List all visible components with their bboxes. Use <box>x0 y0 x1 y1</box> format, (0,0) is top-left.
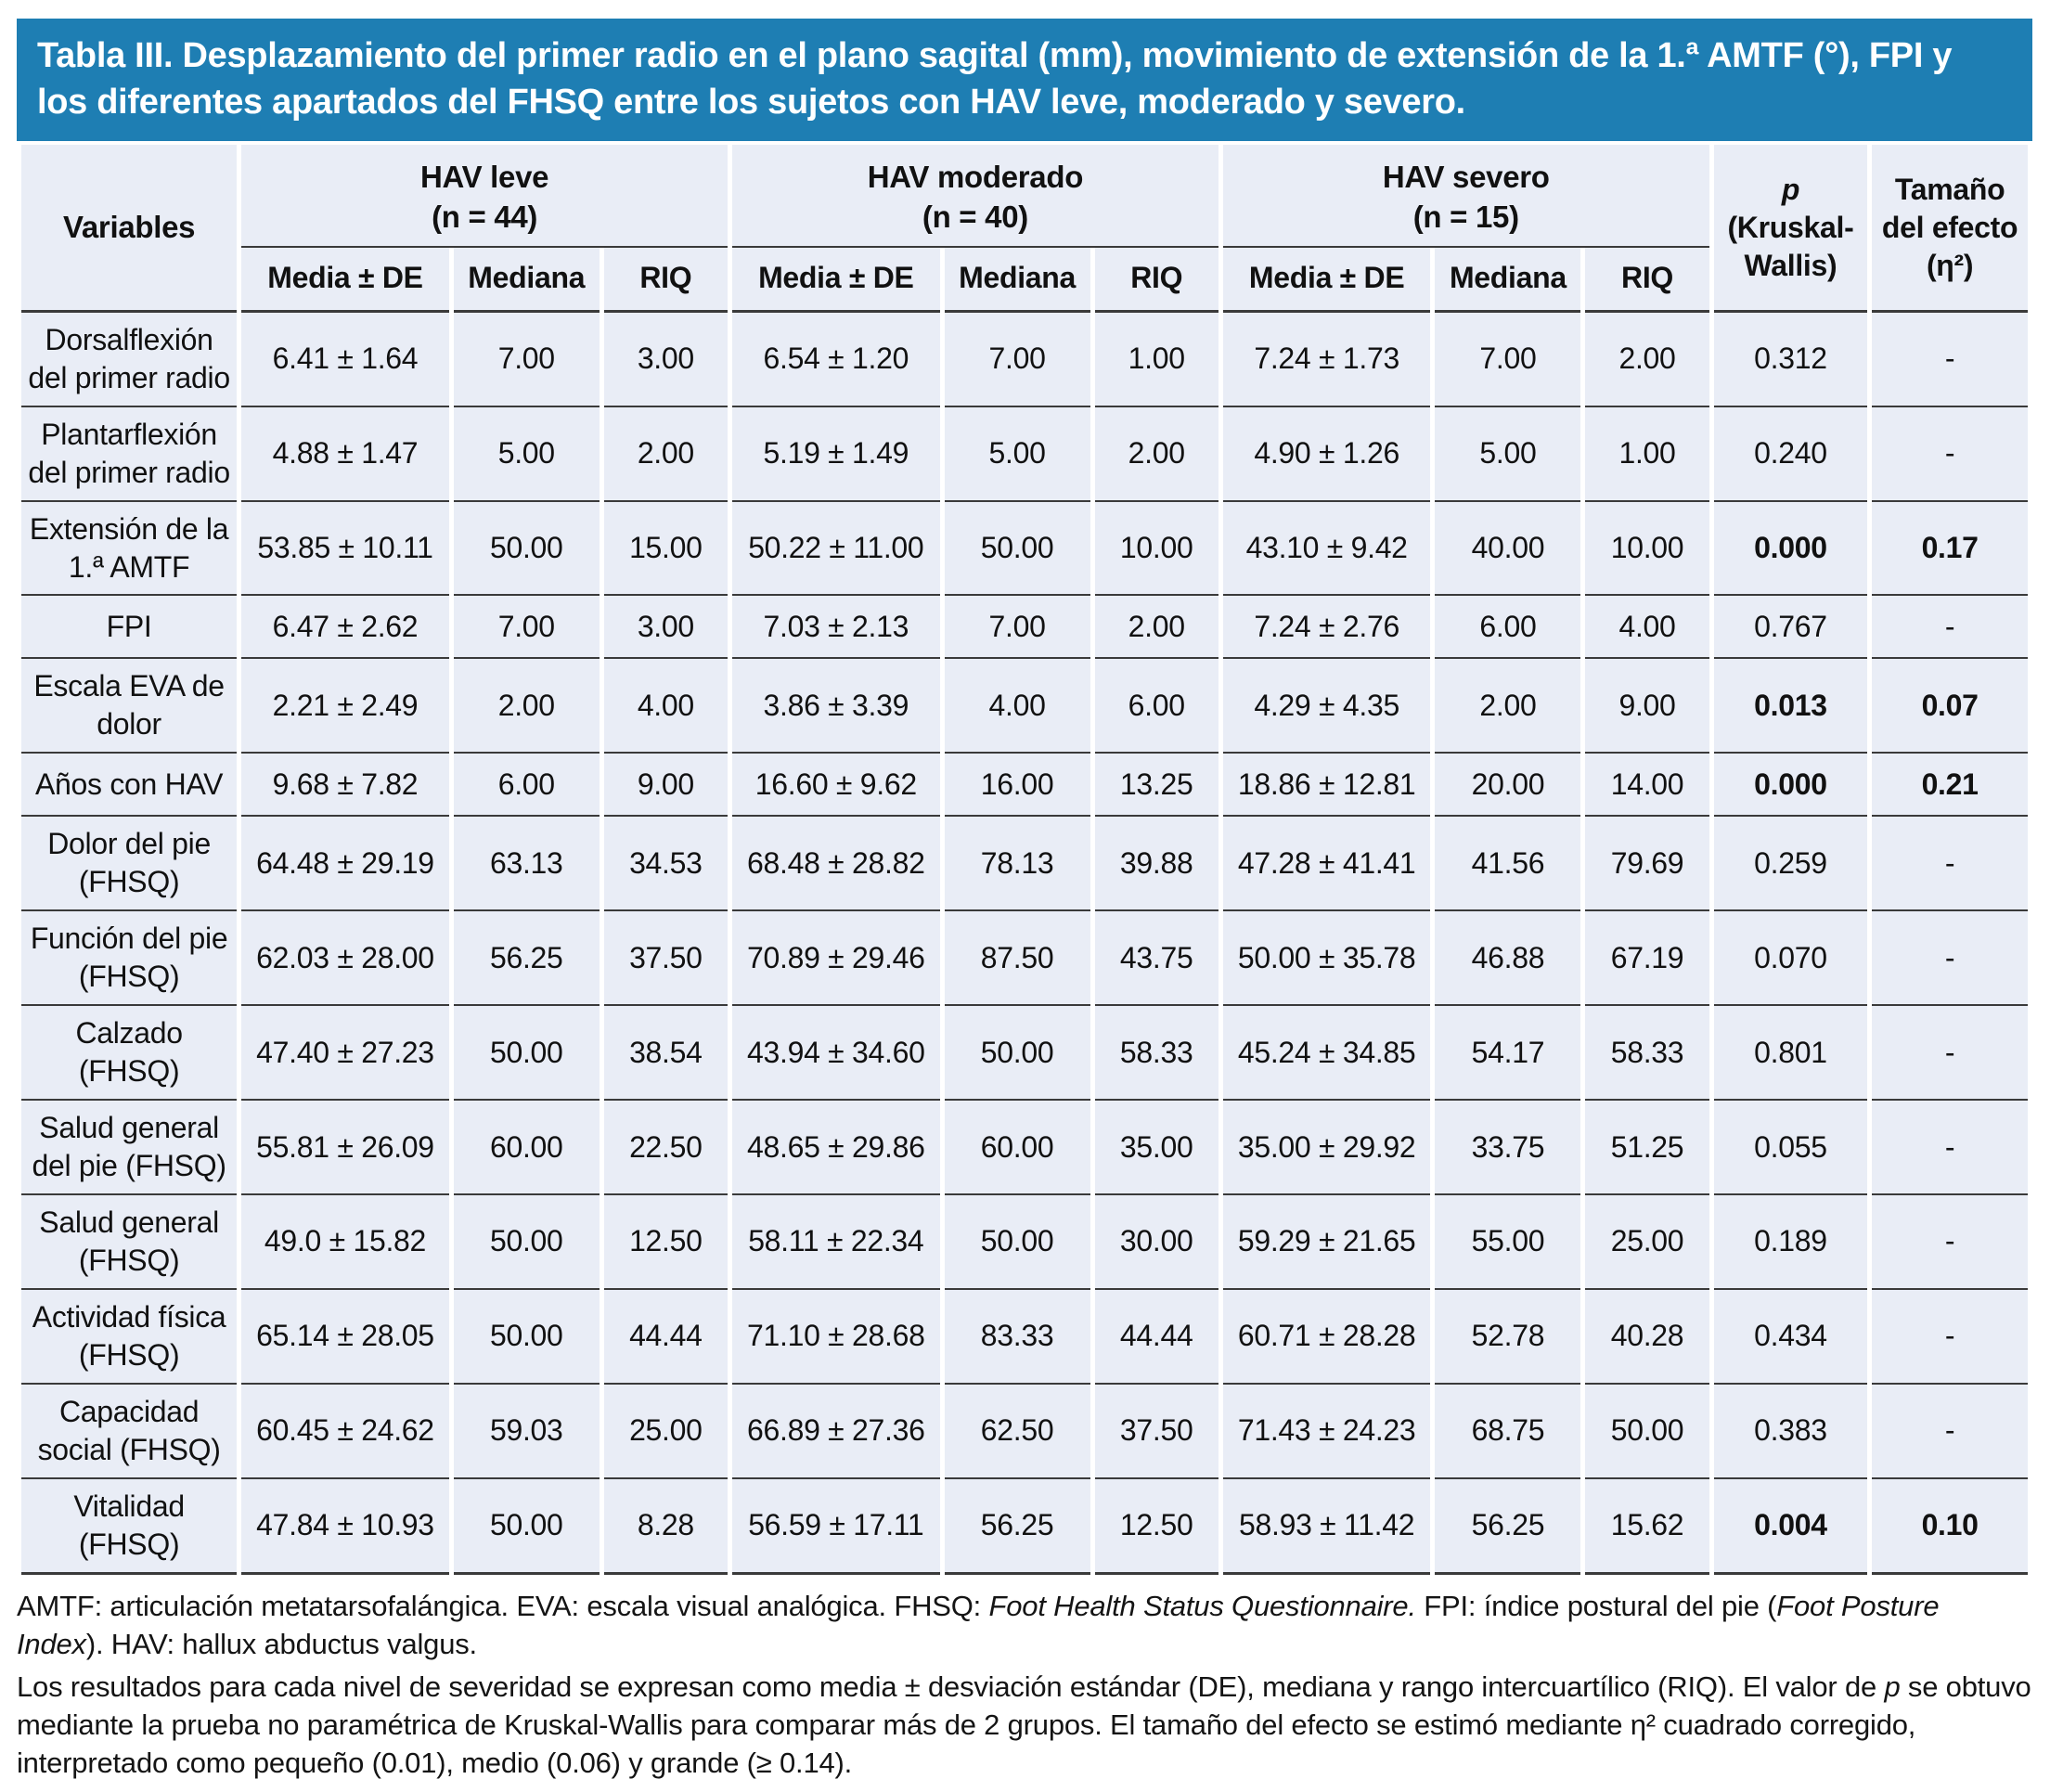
value-cell: 50.00 <box>454 1290 600 1385</box>
effect-size-cell: - <box>1872 407 2028 502</box>
variable-cell: Años con HAV <box>21 754 237 817</box>
value-cell: 37.50 <box>604 911 728 1006</box>
value-cell: 6.41 ± 1.64 <box>241 313 449 407</box>
value-cell: 4.90 ± 1.26 <box>1223 407 1431 502</box>
p-value-cell: 0.801 <box>1714 1006 1868 1101</box>
value-cell: 7.00 <box>945 596 1090 659</box>
subheader-mediana-severo: Mediana <box>1435 248 1580 313</box>
value-cell: 50.00 <box>945 1006 1090 1101</box>
p-value-cell: 0.767 <box>1714 596 1868 659</box>
value-cell: 50.00 ± 35.78 <box>1223 911 1431 1006</box>
table-row <box>21 407 2028 502</box>
value-cell: 8.28 <box>604 1479 728 1575</box>
value-cell: 44.44 <box>1095 1290 1218 1385</box>
value-cell: 47.28 ± 41.41 <box>1223 817 1431 911</box>
group-name: HAV moderado <box>867 160 1084 195</box>
variable-cell: Calzado (FHSQ) <box>21 1006 237 1101</box>
table-row <box>21 1479 2028 1575</box>
value-cell: 41.56 <box>1435 817 1580 911</box>
table-body <box>21 313 2028 1575</box>
value-cell: 7.00 <box>1435 313 1580 407</box>
footnote-text: FPI: índice postural del pie ( <box>1415 1589 1777 1622</box>
value-cell: 53.85 ± 10.11 <box>241 502 449 597</box>
footnote-text: ). HAV: hallux abductus valgus. <box>85 1627 477 1660</box>
value-cell: 2.00 <box>1435 659 1580 754</box>
value-cell: 46.88 <box>1435 911 1580 1006</box>
value-cell: 7.24 ± 1.73 <box>1223 313 1431 407</box>
effect-size-header: Tamaño del efecto (η²) <box>1872 145 2028 312</box>
value-cell: 7.03 ± 2.13 <box>732 596 940 659</box>
value-cell: 47.84 ± 10.93 <box>241 1479 449 1575</box>
value-cell: 40.28 <box>1585 1290 1708 1385</box>
value-cell: 50.00 <box>945 502 1090 597</box>
effect-size-cell: - <box>1872 1290 2028 1385</box>
effect-size-cell: - <box>1872 1195 2028 1290</box>
value-cell: 6.00 <box>1435 596 1580 659</box>
value-cell: 62.03 ± 28.00 <box>241 911 449 1006</box>
value-cell: 6.00 <box>1095 659 1218 754</box>
value-cell: 2.00 <box>604 407 728 502</box>
p-value-cell: 0.312 <box>1714 313 1868 407</box>
value-cell: 59.03 <box>454 1385 600 1479</box>
value-cell: 7.00 <box>454 313 600 407</box>
value-cell: 43.10 ± 9.42 <box>1223 502 1431 597</box>
effect-size-cell: 0.21 <box>1872 754 2028 817</box>
value-cell: 4.88 ± 1.47 <box>241 407 449 502</box>
value-cell: 15.00 <box>604 502 728 597</box>
subheader-media-moderado: Media ± DE <box>732 248 940 313</box>
variable-cell: Dolor del pie (FHSQ) <box>21 817 237 911</box>
variable-cell: Escala EVA de dolor <box>21 659 237 754</box>
table-row <box>21 502 2028 597</box>
effect-size-cell: 0.10 <box>1872 1479 2028 1575</box>
value-cell: 4.29 ± 4.35 <box>1223 659 1431 754</box>
footnote-text: Foot Health Status Questionnaire. <box>988 1589 1416 1622</box>
footnote-text: Los resultados para cada nivel de severidad se expresan como media ± desviación estándar (DE), mediana y rango intercuartílico (RIQ). El valor de <box>17 1670 1885 1704</box>
value-cell: 43.75 <box>1095 911 1218 1006</box>
value-cell: 50.00 <box>454 502 600 597</box>
p-value-cell: 0.004 <box>1714 1479 1868 1575</box>
value-cell: 35.00 <box>1095 1101 1218 1195</box>
value-cell: 50.00 <box>454 1479 600 1575</box>
value-cell: 51.25 <box>1585 1101 1708 1195</box>
value-cell: 55.00 <box>1435 1195 1580 1290</box>
value-cell: 4.00 <box>604 659 728 754</box>
value-cell: 50.00 <box>454 1006 600 1101</box>
footnote-text: AMTF: articulación metatarsofalángica. EVA: escala visual analógica. FHSQ: <box>17 1589 989 1622</box>
value-cell: 68.48 ± 28.82 <box>732 817 940 911</box>
subheader-media-severo: Media ± DE <box>1223 248 1431 313</box>
variable-cell: FPI <box>21 596 237 659</box>
value-cell: 30.00 <box>1095 1195 1218 1290</box>
value-cell: 58.33 <box>1095 1006 1218 1101</box>
effect-size-cell: - <box>1872 1006 2028 1101</box>
footnotes <box>17 1588 2032 1784</box>
subheader-riq-leve: RIQ <box>604 248 728 313</box>
value-cell: 65.14 ± 28.05 <box>241 1290 449 1385</box>
variable-cell: Plantarflexión del primer radio <box>21 407 237 502</box>
value-cell: 22.50 <box>604 1101 728 1195</box>
effect-size-cell: - <box>1872 1385 2028 1479</box>
value-cell: 5.19 ± 1.49 <box>732 407 940 502</box>
value-cell: 78.13 <box>945 817 1090 911</box>
value-cell: 10.00 <box>1095 502 1218 597</box>
value-cell: 16.00 <box>945 754 1090 817</box>
p-value-cell: 0.189 <box>1714 1195 1868 1290</box>
value-cell: 4.00 <box>1585 596 1708 659</box>
p-value-cell: 0.240 <box>1714 407 1868 502</box>
p-value-cell: 0.070 <box>1714 911 1868 1006</box>
value-cell: 25.00 <box>604 1385 728 1479</box>
value-cell: 59.29 ± 21.65 <box>1223 1195 1431 1290</box>
variable-cell: Dorsalflexión del primer radio <box>21 313 237 407</box>
p-value-cell: 0.055 <box>1714 1101 1868 1195</box>
subheader-riq-severo: RIQ <box>1585 248 1708 313</box>
value-cell: 56.25 <box>454 911 600 1006</box>
table-row <box>21 1006 2028 1101</box>
value-cell: 60.45 ± 24.62 <box>241 1385 449 1479</box>
value-cell: 50.00 <box>454 1195 600 1290</box>
value-cell: 47.40 ± 27.23 <box>241 1006 449 1101</box>
value-cell: 40.00 <box>1435 502 1580 597</box>
value-cell: 4.00 <box>945 659 1090 754</box>
group-header-hav-severo <box>1223 145 1709 247</box>
group-n: (n = 15) <box>1412 199 1519 234</box>
group-header-row <box>21 145 2028 247</box>
value-cell: 2.00 <box>1095 407 1218 502</box>
value-cell: 64.48 ± 29.19 <box>241 817 449 911</box>
value-cell: 7.24 ± 2.76 <box>1223 596 1431 659</box>
group-header-hav-leve <box>241 145 728 247</box>
value-cell: 10.00 <box>1585 502 1708 597</box>
subheader-mediana-moderado: Mediana <box>945 248 1090 313</box>
value-cell: 6.00 <box>454 754 600 817</box>
value-cell: 71.43 ± 24.23 <box>1223 1385 1431 1479</box>
value-cell: 2.21 ± 2.49 <box>241 659 449 754</box>
value-cell: 60.00 <box>945 1101 1090 1195</box>
footnote-text: se obtuvo mediante la prueba no paramétrica de Kruskal-Wallis para comparar más de 2 grupos. El tamaño del efecto se estimó mediante η² cuadrado corregido, interpretado como pequeño (0.01), medio (0.06) y grande (≥ 0.14). <box>17 1670 2031 1780</box>
value-cell: 50.00 <box>1585 1385 1708 1479</box>
value-cell: 5.00 <box>454 407 600 502</box>
effect-size-cell: - <box>1872 1101 2028 1195</box>
variables-header: Variables <box>21 145 237 312</box>
subheader-mediana-leve: Mediana <box>454 248 600 313</box>
value-cell: 67.19 <box>1585 911 1708 1006</box>
value-cell: 6.54 ± 1.20 <box>732 313 940 407</box>
table-header <box>21 145 2028 312</box>
value-cell: 5.00 <box>945 407 1090 502</box>
value-cell: 33.75 <box>1435 1101 1580 1195</box>
p-value-cell: 0.000 <box>1714 754 1868 817</box>
value-cell: 12.50 <box>604 1195 728 1290</box>
p-value-cell: 0.259 <box>1714 817 1868 911</box>
variable-cell: Salud general (FHSQ) <box>21 1195 237 1290</box>
value-cell: 7.00 <box>454 596 600 659</box>
group-name: HAV leve <box>419 160 549 195</box>
effect-size-cell: 0.17 <box>1872 502 2028 597</box>
value-cell: 71.10 ± 28.68 <box>732 1290 940 1385</box>
value-cell: 50.00 <box>945 1195 1090 1290</box>
variable-cell: Actividad física (FHSQ) <box>21 1290 237 1385</box>
variable-cell: Extensión de la 1.ª AMTF <box>21 502 237 597</box>
value-cell: 68.75 <box>1435 1385 1580 1479</box>
value-cell: 1.00 <box>1585 407 1708 502</box>
value-cell: 38.54 <box>604 1006 728 1101</box>
value-cell: 3.00 <box>604 313 728 407</box>
value-cell: 70.89 ± 29.46 <box>732 911 940 1006</box>
value-cell: 18.86 ± 12.81 <box>1223 754 1431 817</box>
variable-cell: Salud general del pie (FHSQ) <box>21 1101 237 1195</box>
footnote-text: p <box>1884 1670 1901 1704</box>
value-cell: 25.00 <box>1585 1195 1708 1290</box>
value-cell: 15.62 <box>1585 1479 1708 1575</box>
value-cell: 5.00 <box>1435 407 1580 502</box>
value-cell: 39.88 <box>1095 817 1218 911</box>
value-cell: 54.17 <box>1435 1006 1580 1101</box>
footnote-abbreviations <box>17 1588 2032 1664</box>
effect-size-cell: - <box>1872 911 2028 1006</box>
value-cell: 56.25 <box>1435 1479 1580 1575</box>
results-table <box>17 145 2032 1574</box>
value-cell: 60.00 <box>454 1101 600 1195</box>
value-cell: 3.00 <box>604 596 728 659</box>
p-test-label: (Kruskal-Wallis) <box>1727 210 1854 282</box>
p-symbol: p <box>1781 172 1800 206</box>
table-row <box>21 313 2028 407</box>
p-value-cell: 0.013 <box>1714 659 1868 754</box>
value-cell: 12.50 <box>1095 1479 1218 1575</box>
variable-cell: Capacidad social (FHSQ) <box>21 1385 237 1479</box>
value-cell: 49.0 ± 15.82 <box>241 1195 449 1290</box>
value-cell: 1.00 <box>1095 313 1218 407</box>
value-cell: 52.78 <box>1435 1290 1580 1385</box>
value-cell: 62.50 <box>945 1385 1090 1479</box>
value-cell: 58.33 <box>1585 1006 1708 1101</box>
value-cell: 66.89 ± 27.36 <box>732 1385 940 1479</box>
value-cell: 55.81 ± 26.09 <box>241 1101 449 1195</box>
value-cell: 56.25 <box>945 1479 1090 1575</box>
value-cell: 2.00 <box>1095 596 1218 659</box>
value-cell: 2.00 <box>454 659 600 754</box>
effect-size-cell: - <box>1872 596 2028 659</box>
value-cell: 35.00 ± 29.92 <box>1223 1101 1431 1195</box>
footnote-methods <box>17 1669 2032 1783</box>
p-value-cell: 0.000 <box>1714 502 1868 597</box>
variable-cell: Vitalidad (FHSQ) <box>21 1479 237 1575</box>
p-header <box>1714 145 1868 312</box>
value-cell: 87.50 <box>945 911 1090 1006</box>
table-title: Tabla III. Desplazamiento del primer radio en el plano sagital (mm), movimiento de extensión de la 1.ª AMTF (°), FPI y los diferentes apartados del FHSQ entre los sujetos con HAV leve, moderado y severo. <box>17 19 2032 141</box>
value-cell: 9.00 <box>604 754 728 817</box>
value-cell: 58.11 ± 22.34 <box>732 1195 940 1290</box>
group-name: HAV severo <box>1382 160 1550 195</box>
value-cell: 13.25 <box>1095 754 1218 817</box>
value-cell: 7.00 <box>945 313 1090 407</box>
value-cell: 79.69 <box>1585 817 1708 911</box>
subheader-media-leve: Media ± DE <box>241 248 449 313</box>
value-cell: 48.65 ± 29.86 <box>732 1101 940 1195</box>
table-row <box>21 1385 2028 1479</box>
table-row <box>21 1101 2028 1195</box>
effect-size-cell: - <box>1872 817 2028 911</box>
value-cell: 9.68 ± 7.82 <box>241 754 449 817</box>
value-cell: 16.60 ± 9.62 <box>732 754 940 817</box>
value-cell: 45.24 ± 34.85 <box>1223 1006 1431 1101</box>
value-cell: 20.00 <box>1435 754 1580 817</box>
table-row <box>21 596 2028 659</box>
group-header-hav-moderado <box>732 145 1218 247</box>
value-cell: 43.94 ± 34.60 <box>732 1006 940 1101</box>
table-row <box>21 1195 2028 1290</box>
value-cell: 2.00 <box>1585 313 1708 407</box>
table-row <box>21 1290 2028 1385</box>
value-cell: 83.33 <box>945 1290 1090 1385</box>
effect-size-cell: - <box>1872 313 2028 407</box>
table-row <box>21 659 2028 754</box>
p-value-cell: 0.434 <box>1714 1290 1868 1385</box>
variable-cell: Función del pie (FHSQ) <box>21 911 237 1006</box>
effect-size-cell: 0.07 <box>1872 659 2028 754</box>
value-cell: 34.53 <box>604 817 728 911</box>
value-cell: 9.00 <box>1585 659 1708 754</box>
value-cell: 56.59 ± 17.11 <box>732 1479 940 1575</box>
group-n: (n = 44) <box>432 199 538 234</box>
table-row <box>21 911 2028 1006</box>
footnote-text: Foot Posture Index <box>17 1589 1940 1660</box>
value-cell: 60.71 ± 28.28 <box>1223 1290 1431 1385</box>
value-cell: 63.13 <box>454 817 600 911</box>
value-cell: 3.86 ± 3.39 <box>732 659 940 754</box>
subheader-riq-moderado: RIQ <box>1095 248 1218 313</box>
value-cell: 58.93 ± 11.42 <box>1223 1479 1431 1575</box>
value-cell: 50.22 ± 11.00 <box>732 502 940 597</box>
table-row <box>21 817 2028 911</box>
value-cell: 37.50 <box>1095 1385 1218 1479</box>
value-cell: 14.00 <box>1585 754 1708 817</box>
group-n: (n = 40) <box>922 199 1028 234</box>
value-cell: 6.47 ± 2.62 <box>241 596 449 659</box>
table-row <box>21 754 2028 817</box>
value-cell: 44.44 <box>604 1290 728 1385</box>
p-value-cell: 0.383 <box>1714 1385 1868 1479</box>
